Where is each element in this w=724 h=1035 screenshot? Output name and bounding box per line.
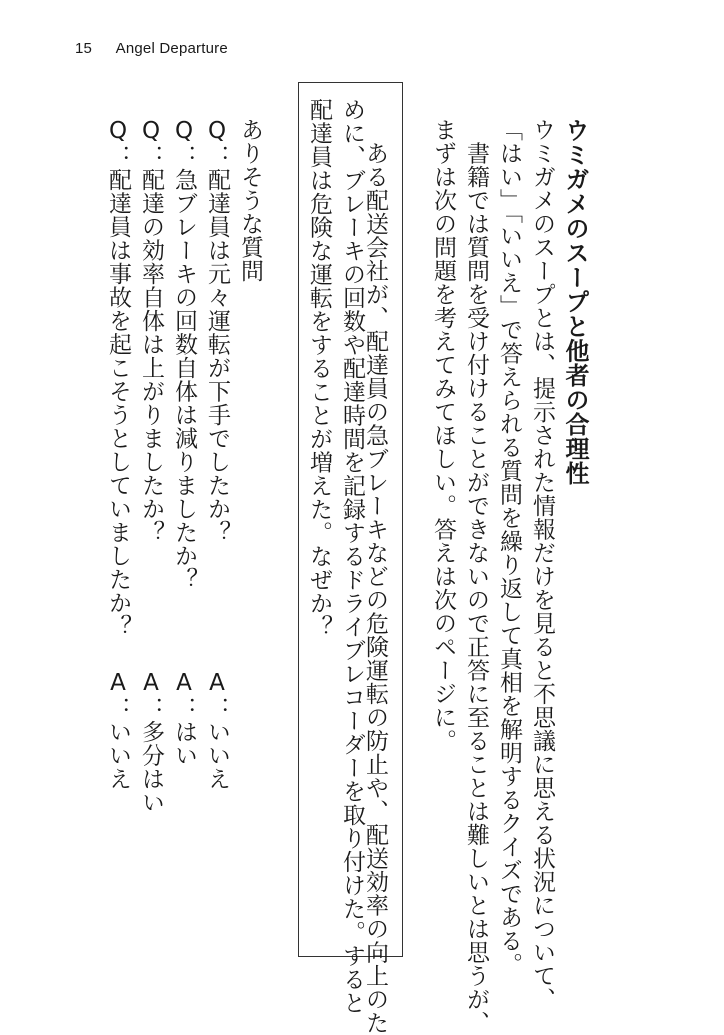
answer-text: A：はい <box>171 670 197 767</box>
answer-text: A：いいえ <box>105 670 131 791</box>
intro-line: まずは次の問題を考えてみてほしい。答えは次のページに。 <box>430 118 456 753</box>
intro-line: 書籍では質問を受け付けることができないので正答に至ることは難しいとは思うが、 <box>463 118 489 1035</box>
questions-heading: ありそうな質問 <box>237 118 263 283</box>
answer-text: A：いいえ <box>204 670 230 791</box>
problem-line: めに、ブレーキの回数や配達時間を記録するドライブレコーダーを取り付けた。すると <box>339 98 365 1015</box>
answer-text: A：多分はい <box>138 670 164 814</box>
problem-line: ある配送会社が、配達員の急ブレーキなどの危険運転の防止や、配送効率の向上のた <box>362 118 388 1035</box>
question-text: Q：配達員は元々運転が下手でしたか？ <box>204 118 230 544</box>
intro-line: ウミガメのスープとは、提示された情報だけを見ると不思議に思える状況について、 <box>529 118 555 1011</box>
section-title: ウミガメのスープと他者の合理性 <box>561 118 589 486</box>
intro-line: 「はい」「いいえ」で答えられる質問を繰り返して真相を解明するクイズである。 <box>496 118 522 976</box>
book-title: Angel Departure <box>115 40 228 57</box>
question-text: Q：配達の効率自体は上がりましたか？ <box>138 118 164 544</box>
question-text: Q：急ブレーキの回数自体は減りましたか？ <box>171 118 197 591</box>
problem-line: 配達員は危険な運転をすることが増えた。なぜか？ <box>306 98 332 639</box>
page-number: 15 <box>75 40 93 57</box>
question-text: Q：配達員は事故を起こそうとしていましたか？ <box>105 118 131 638</box>
page-header <box>75 40 228 62</box>
